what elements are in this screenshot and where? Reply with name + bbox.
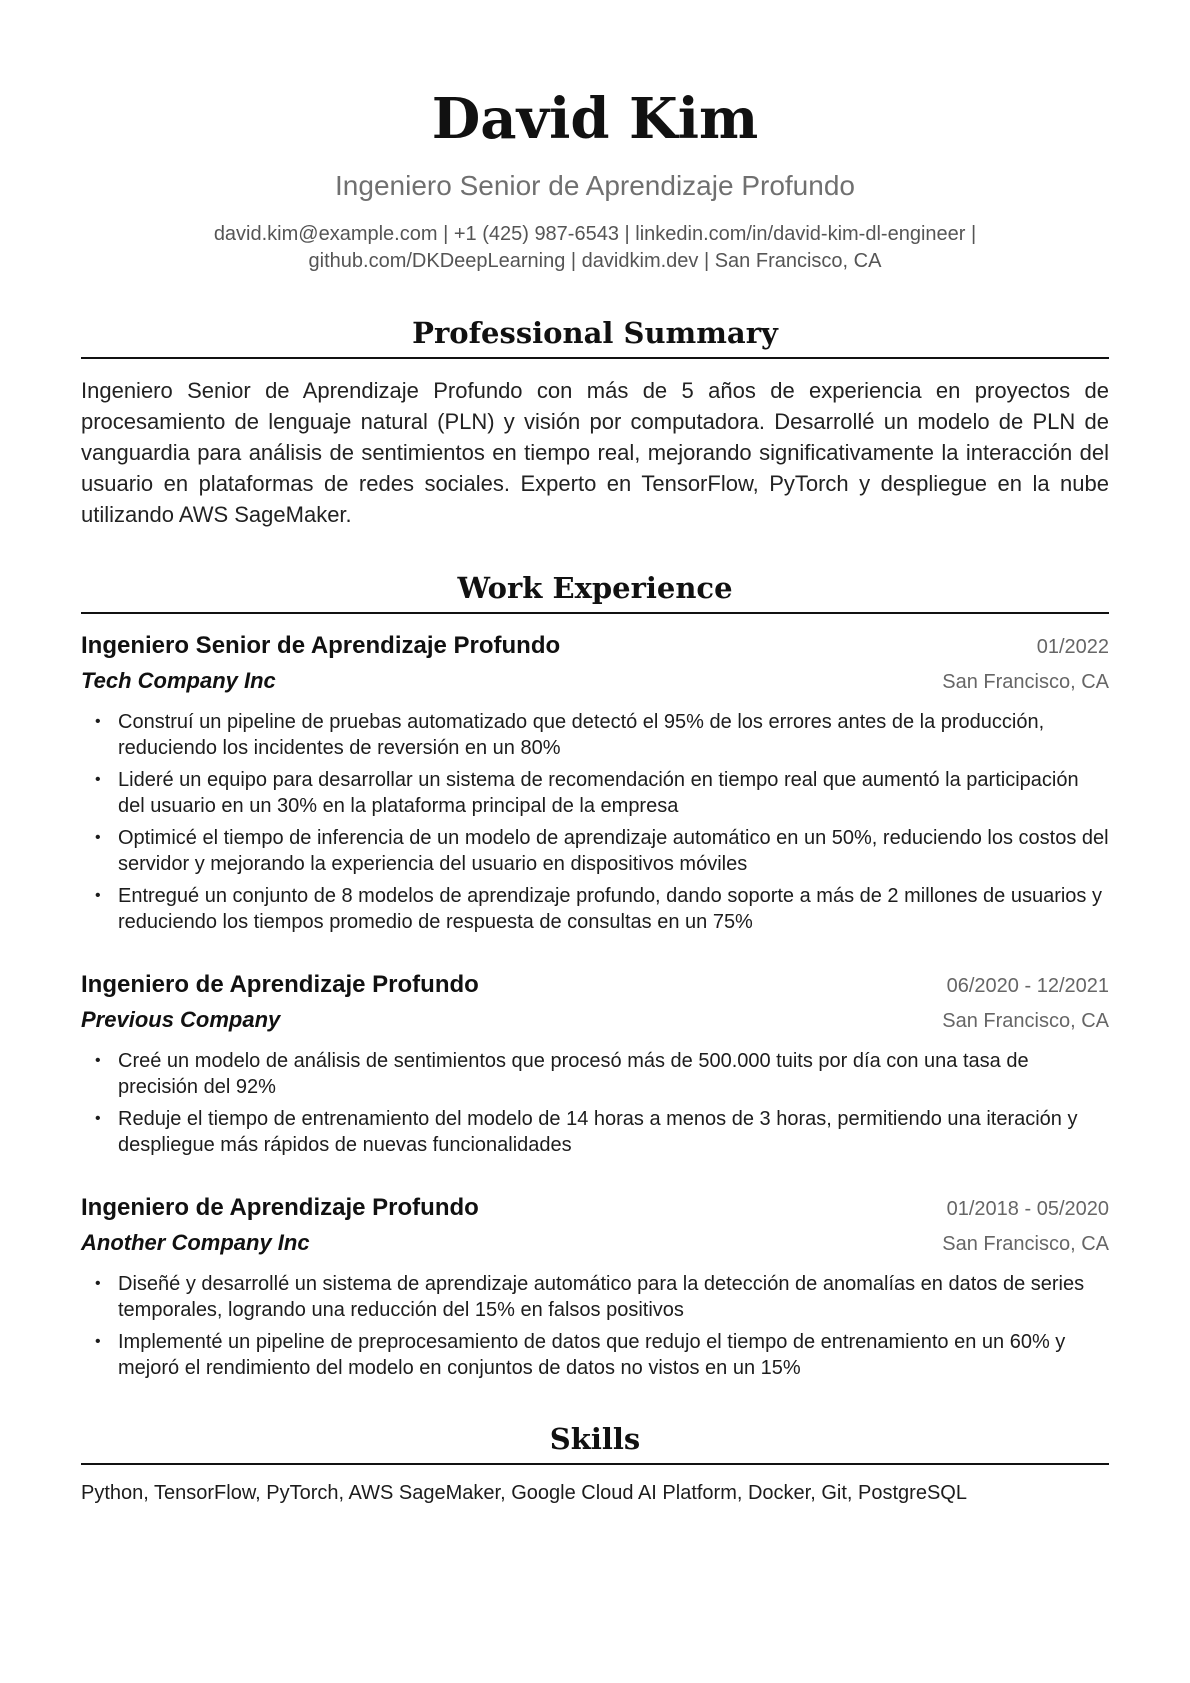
achievement-list [81,1048,1109,1158]
job-location: San Francisco, CA [942,671,1109,693]
job-location: San Francisco, CA [942,1233,1109,1255]
job-date: 01/2022 [1036,636,1109,658]
candidate-title: Ingeniero Senior de Aprendizaje Profundo [335,170,855,201]
company-name: Another Company Inc [81,1230,310,1255]
candidate-name: David Kim [431,86,759,152]
job-date: 01/2018 - 05/2020 [946,1198,1109,1220]
list-item [81,767,1109,819]
list-item [81,1106,1109,1158]
bullet-text: Construí un pipeline de pruebas automatizado que detectó el 95% de los errores antes de la producción, reduciendo los incidentes de reversión en un 80% [118,711,1045,759]
summary-section [81,315,1109,530]
company-name: Previous Company [81,1007,281,1032]
contact-info [81,221,1109,275]
section-heading: Work Experience [81,570,1109,614]
bullet-text: Entregué un conjunto de 8 modelos de aprendizaje profundo, dando soporte a más de 2 millones de usuarios y reduciendo los tiempos promedio de respuesta de consultas en un 75% [118,885,1102,933]
bullet-text: Diseñé y desarrollé un sistema de aprendizaje automático para la detección de anomalías en datos de series temporales, logrando una reducción del 15% en falsos positivos [118,1273,1085,1321]
summary-text: Ingeniero Senior de Aprendizaje Profundo con más de 5 años de experiencia en proyectos de procesamiento de lenguaje natural (PLN) y visión por computadora. Desarrollé un modelo de PLN de vanguardia para análisis de sentimientos en tiempo real, mejorando significativamente la interacción del usuario en plataformas de redes sociales. Experto en TensorFlow, PyTorch y despliegue en la nube utilizando AWS SageMaker. [81,378,1109,527]
list-item [81,825,1109,877]
contact-line: github.com/DKDeepLearning | davidkim.dev | San Francisco, CA [308,250,882,272]
list-item [81,883,1109,935]
bullet-icon: • [95,887,101,904]
list-item [81,1329,1109,1381]
bullet-icon: • [95,1110,101,1127]
list-item [81,1048,1109,1100]
job-entry [81,1192,1109,1381]
section-heading: Skills [81,1421,1109,1465]
job-title: Ingeniero de Aprendizaje Profundo [81,1194,479,1221]
bullet-icon: • [95,1052,101,1069]
contact-line: david.kim@example.com | +1 (425) 987-6543 | linkedin.com/in/david-kim-dl-engineer | [213,223,977,245]
bullet-text: Reduje el tiempo de entrenamiento del modelo de 14 horas a menos de 3 horas, permitiendo una iteración y despliegue más rápidos de nuevas funcionalidades [118,1108,1078,1156]
skills-section [81,1421,1109,1507]
experience-section [81,570,1109,1381]
bullet-text: Lideré un equipo para desarrollar un sistema de recomendación en tiempo real que aumentó la participación del usuario en un 30% en la plataforma principal de la empresa [118,769,1079,817]
bullet-icon: • [95,713,101,730]
bullet-text: Optimicé el tiempo de inferencia de un modelo de aprendizaje automático en un 50%, reduciendo los costos del servidor y mejorando la experiencia del usuario en dispositivos móviles [118,827,1109,875]
job-entry [81,630,1109,935]
bullet-icon: • [95,1275,101,1292]
job-title: Ingeniero de Aprendizaje Profundo [81,971,479,998]
achievement-list [81,1271,1109,1381]
skills-text: Python, TensorFlow, PyTorch, AWS SageMaker, Google Cloud AI Platform, Docker, Git, PostgreSQL [81,1482,967,1504]
section-heading: Professional Summary [81,315,1109,359]
bullet-text: Creé un modelo de análisis de sentimientos que procesó más de 500.000 tuits por día con una tasa de precisión del 92% [118,1050,1029,1098]
company-name: Tech Company Inc [81,668,276,693]
job-location: San Francisco, CA [942,1010,1109,1032]
bullet-icon: • [95,829,101,846]
bullet-icon: • [95,771,101,788]
achievement-list [81,709,1109,935]
list-item [81,709,1109,761]
job-date: 06/2020 - 12/2021 [946,975,1109,997]
bullet-icon: • [95,1333,101,1350]
job-title: Ingeniero Senior de Aprendizaje Profundo [81,632,561,659]
job-entry [81,969,1109,1158]
bullet-text: Implementé un pipeline de preprocesamiento de datos que redujo el tiempo de entrenamiento en un 60% y mejoró el rendimiento del modelo en conjuntos de datos no vistos en un 15% [118,1331,1066,1379]
list-item [81,1271,1109,1323]
